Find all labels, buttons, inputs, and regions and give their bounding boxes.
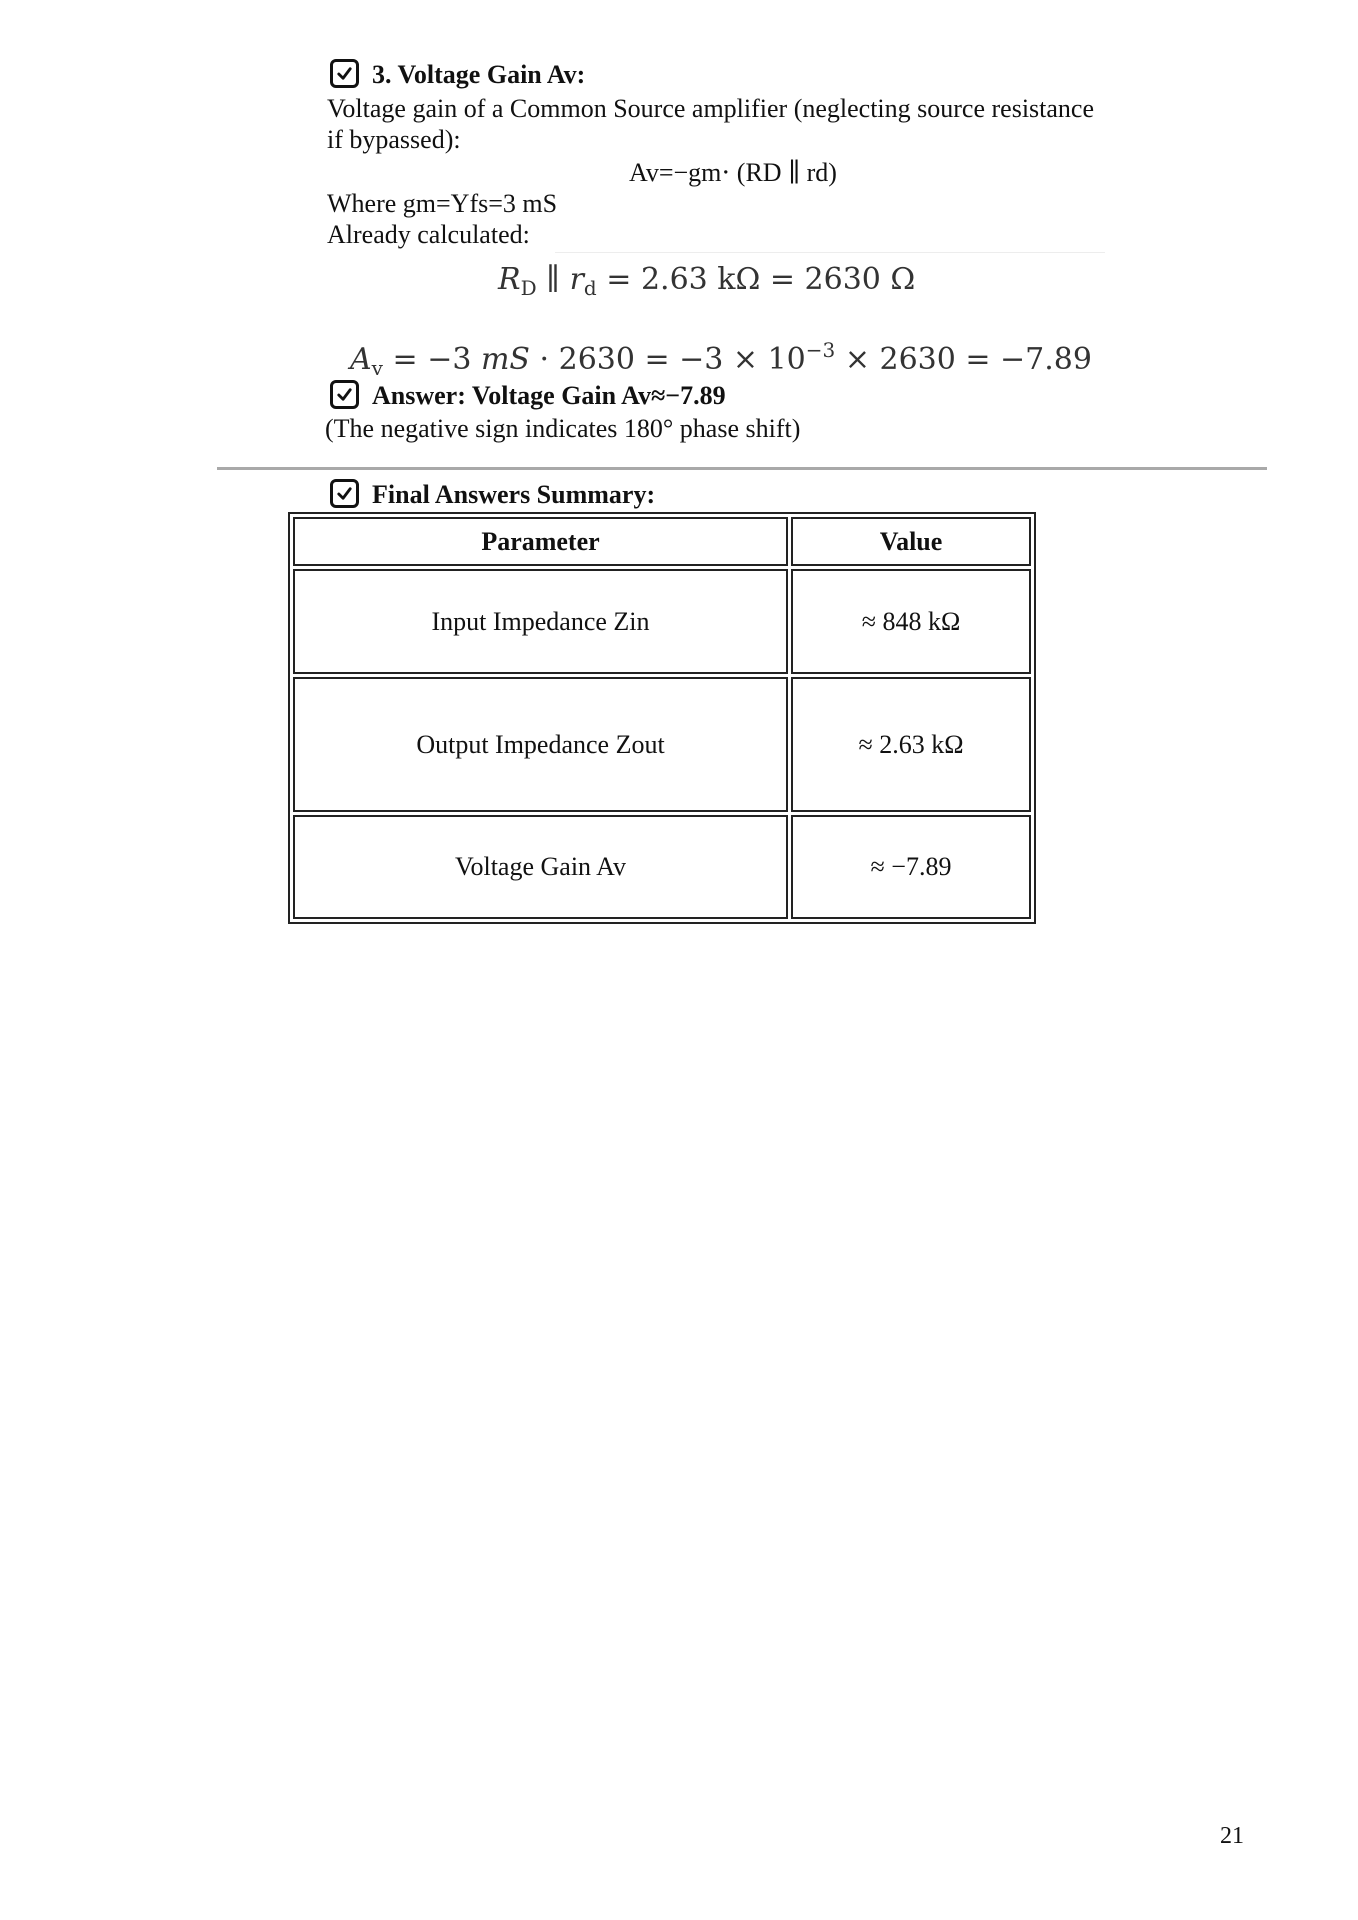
column-header-parameter: Parameter <box>293 517 788 566</box>
table-cell-parameter: Output Impedance Zout <box>293 677 788 812</box>
table-header-row <box>293 517 1031 566</box>
equation-parallel-resistance: $R_D$ ∥ $r_d = 2.63$ kΩ = 2630 Ω <box>498 262 916 300</box>
horizontal-rule <box>217 467 1267 470</box>
table-row <box>293 815 1031 919</box>
answer-text: Answer: Voltage Gain Av≈−7.89 <box>372 381 726 410</box>
intro-line-1: Voltage gain of a Common Source amplifier (neglecting source resistance <box>327 94 1094 123</box>
table-cell-parameter: Input Impedance Zin <box>293 569 788 674</box>
table-row <box>293 569 1031 674</box>
table-cell-value: ≈ 2.63 kΩ <box>791 677 1031 812</box>
gain-formula: Av=−gm⋅ (RD ∥ rd) <box>629 158 837 187</box>
equation-voltage-gain: $A_v = -3$ mS · $2630 = -3 \times 10^{-3} \times 2630 = -7.89$ <box>350 338 1092 380</box>
checkbox-checked-icon <box>330 59 359 88</box>
table-cell-value: ≈ 848 kΩ <box>791 569 1031 674</box>
already-calculated-label: Already calculated: <box>327 220 530 249</box>
section-heading: 3. Voltage Gain Av: <box>372 60 586 89</box>
summary-heading: Final Answers Summary: <box>372 480 656 509</box>
answer-note: (The negative sign indicates 180° phase shift) <box>325 414 801 443</box>
column-header-value: Value <box>791 517 1031 566</box>
table-row <box>293 677 1031 812</box>
checkbox-checked-icon <box>330 380 359 409</box>
checkbox-checked-icon <box>330 479 359 508</box>
intro-line-2: if bypassed): <box>327 125 461 154</box>
page-number: 21 <box>1220 1823 1244 1849</box>
where-line: Where gm=Yfs=3 mS <box>327 189 558 218</box>
table-cell-parameter: Voltage Gain Av <box>293 815 788 919</box>
table-cell-value: ≈ −7.89 <box>791 815 1031 919</box>
summary-table <box>288 512 1036 924</box>
divider-faint <box>555 252 1105 253</box>
